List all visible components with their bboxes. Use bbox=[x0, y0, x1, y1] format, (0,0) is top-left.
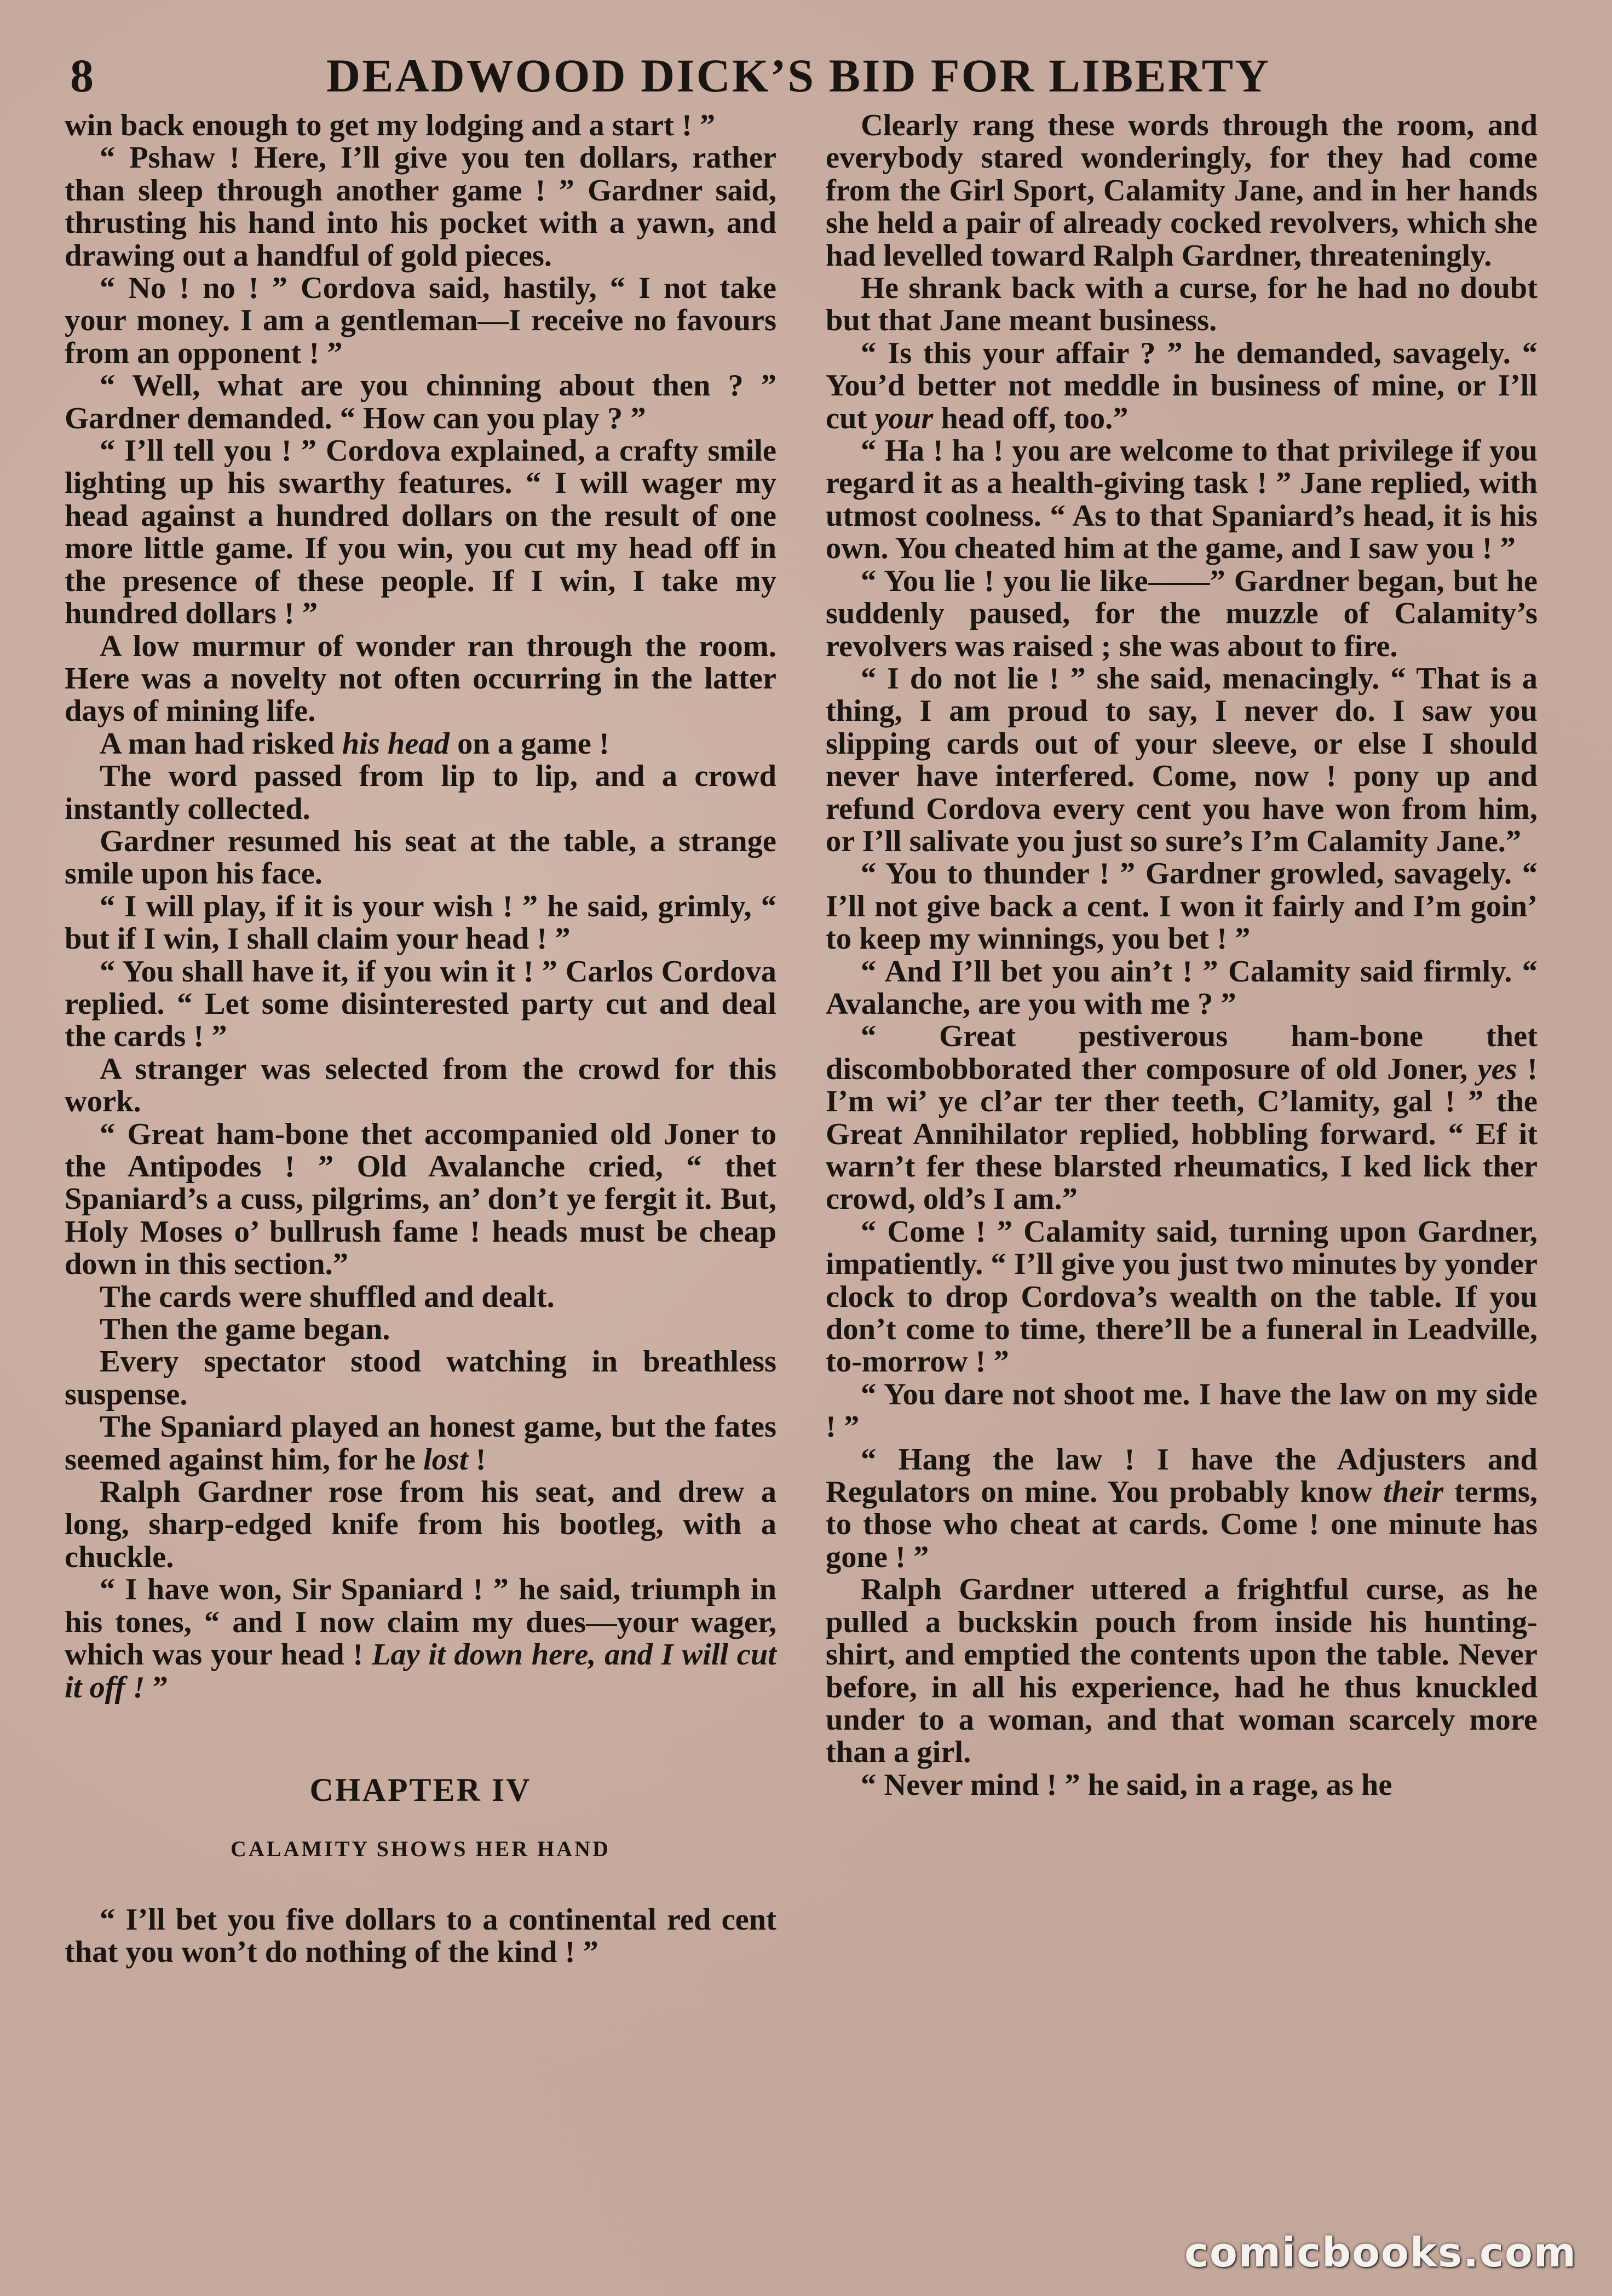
italic-run: your bbox=[874, 401, 934, 435]
running-title: DEADWOOD DICK’S BID FOR LIBERTY bbox=[326, 49, 1271, 102]
text-run: ” bbox=[152, 1670, 168, 1704]
paragraph: The word passed from lip to lip, and a crowd instantly collected. bbox=[65, 759, 776, 826]
paragraph: Ralph Gardner uttered a frightful curse, as he pulled a buckskin pouch from inside his hunting-shirt, and emptied the contents upon the table. Never before, in all his experience, had he thus knuckled under to a woman, and that woman scarcely more than a girl. bbox=[826, 1572, 1538, 1770]
paragraph: “ Great ham-bone thet accompanied old Joner to the Antipodes ! ” Old Avalanche cried, “ thet Spaniard’s a cuss, pilgrims, an’ don’t ye fergit it. But, Holy Moses o’ bullrush fame ! heads must be cheap down in this section.” bbox=[65, 1117, 776, 1282]
italic-run: yes bbox=[1477, 1052, 1517, 1086]
paragraph: “ I will play, if it is your wish ! ” he said, grimly, “ but if I win, I shall claim your head ! ” bbox=[65, 889, 776, 956]
text-run: terms, to those who cheat at cards. Come ! one minute has gone ! ” bbox=[826, 1475, 1538, 1574]
paragraph: “ Pshaw ! Here, I’ll give you ten dollars, rather than sleep through another game ! ” Gardner said, thrusting his hand into his pocket with a yawn, and drawing out a handful of gold pieces. bbox=[65, 141, 776, 273]
paragraph: “ You to thunder ! ” Gardner growled, savagely. “ I’ll not give back a cent. I won it fairly and I’m goin’ to keep my winnings, you bet ! ” bbox=[826, 857, 1538, 956]
text-run: “ Is this your affair ? ” he demanded, savagely. “ You’d better not meddle in business of mine, or I’ll cut bbox=[826, 336, 1538, 435]
text-run: ! bbox=[468, 1442, 486, 1477]
paragraph: “ Never mind ! ” he said, in a rage, as he bbox=[861, 1767, 1392, 1802]
paragraph: Every spectator stood watching in breathless suspense. bbox=[65, 1345, 776, 1411]
chapter-opening-paragraph: “ I’ll bet you five dollars to a continental red cent that you won’t do nothing of the kind ! ” bbox=[65, 1902, 776, 1970]
italic-run: Lay it down here, and I will cut it off ! bbox=[65, 1638, 776, 1704]
paragraph-risked bbox=[65, 728, 776, 760]
chapter-heading: CHAPTER IV bbox=[309, 1771, 532, 1808]
paragraph-lost bbox=[65, 1411, 776, 1476]
text-run: ! I’m wi’ ye cl’ar ter ther teeth, C’lamity, gal ! ” the Great Annihilator replied, hobbling forward. “ Ef it warn’t fer these blarsted rheumatics, I ked lick ther crowd, old’s I am.” bbox=[826, 1052, 1538, 1216]
text-run: “ Great pestiverous ham-bone thet discombobborated ther composure of old Joner, bbox=[826, 1019, 1538, 1086]
paragraph-hang bbox=[826, 1444, 1538, 1574]
paragraph: He shrank back with a curse, for he had no doubt but that Jane meant business. bbox=[826, 271, 1538, 338]
paragraph: Ralph Gardner rose from his seat, and drew a long, sharp-edged knife from his bootleg, with a chuckle. bbox=[65, 1475, 776, 1574]
chapter-title: CALAMITY SHOWS HER HAND bbox=[231, 1836, 611, 1862]
text-run: A man had risked bbox=[100, 726, 342, 761]
watermark: comicbooks.com bbox=[1184, 2229, 1577, 2276]
paragraph: “ Ha ! ha ! you are welcome to that privilege if you regard it as a health-giving task ! ” Jane replied, with utmost coolness. “ As to that Spaniard’s head, it is his own. You cheated him at the game, and I saw you ! ” bbox=[826, 434, 1538, 566]
paragraph: Gardner resumed his seat at the table, a strange smile upon his face. bbox=[65, 824, 776, 891]
italic-run: lost bbox=[423, 1442, 468, 1477]
paragraph-great bbox=[826, 1020, 1538, 1215]
paragraph: A stranger was selected from the crowd for this work. bbox=[65, 1052, 776, 1119]
paragraph: “ I’ll tell you ! ” Cordova explained, a crafty smile lighting up his swarthy features. “ I will wager my head against a hundred dollars on the result of one more little game. If you win, you cut my head off in the presence of these people. If I win, I take my hundred dollars ! ” bbox=[65, 434, 776, 631]
text-run: on a game ! bbox=[449, 726, 609, 761]
text-run: The Spaniard played an honest game, but the fates seemed against him, for he bbox=[65, 1410, 776, 1477]
paragraph: win back enough to get my lodging and a start ! ” bbox=[65, 108, 716, 142]
paragraph-affair bbox=[826, 337, 1538, 435]
text-run: “ I have won, Sir Spaniard ! ” he said, triumph in his tones, “ and I now claim my dues—your wager, which was your head ! bbox=[65, 1572, 776, 1672]
text-run: “ Hang the law ! I have the Adjusters and Regulators on mine. You probably know bbox=[826, 1442, 1538, 1509]
paragraph: “ You lie ! you lie like——” Gardner began, but he suddenly paused, for the muzzle of Calamity’s revolvers was raised ; she was about to fire. bbox=[826, 564, 1538, 663]
left-column bbox=[65, 110, 776, 1969]
right-column bbox=[826, 110, 1538, 1801]
text-run: head off, too.” bbox=[933, 401, 1129, 435]
paragraph: “ Come ! ” Calamity said, turning upon Gardner, impatiently. “ I’ll give you just two minutes by yonder clock to drop Cordova’s wealth on the table. If you don’t come to time, there’ll be a funeral in Leadville, to-morrow ! ” bbox=[826, 1214, 1538, 1379]
paragraph: “ Well, what are you chinning about then ? ” Gardner demanded. “ How can you play ? ” bbox=[65, 369, 776, 435]
paragraph: “ And I’ll bet you ain’t ! ” Calamity said firmly. “ Avalanche, are you with me ? ” bbox=[826, 954, 1538, 1021]
paragraph: Clearly rang these words through the room, and everybody stared wonderingly, for they had come from the Girl Sport, Calamity Jane, and in her hands she held a pair of already cocked revolvers, which she had levelled toward Ralph Gardner, threateningly. bbox=[826, 108, 1538, 273]
italic-run: his head bbox=[342, 726, 450, 761]
page-number: 8 bbox=[70, 49, 95, 102]
paragraph: The cards were shuffled and dealt. bbox=[100, 1279, 555, 1314]
paragraph-won bbox=[65, 1574, 776, 1704]
italic-run: their bbox=[1383, 1475, 1444, 1509]
paragraph: “ You shall have it, if you win it ! ” Carlos Cordova replied. “ Let some disinterested party cut and deal the cards ! ” bbox=[65, 954, 776, 1054]
paragraph: A low murmur of wonder ran through the room. Here was a novelty not often occurring in the latter days of mining life. bbox=[65, 629, 776, 728]
paragraph: Then the game began. bbox=[100, 1312, 390, 1347]
paragraph: “ You dare not shoot me. I have the law on my side ! ” bbox=[826, 1377, 1538, 1444]
page-header bbox=[70, 48, 1548, 108]
paragraph: “ I do not lie ! ” she said, menacingly. “ That is a thing, I am proud to say, I never do. I saw you slipping cards out of your sleeve, or else I should never have interfered. Come, now ! pony up and refund Cordova every cent you have won from him, or I’ll salivate you just so sure’s I’m Calamity Jane.” bbox=[826, 661, 1538, 858]
paragraph: “ No ! no ! ” Cordova said, hastily, “ I not take your money. I am a gentleman—I receive no favours from an opponent ! ” bbox=[65, 271, 776, 370]
